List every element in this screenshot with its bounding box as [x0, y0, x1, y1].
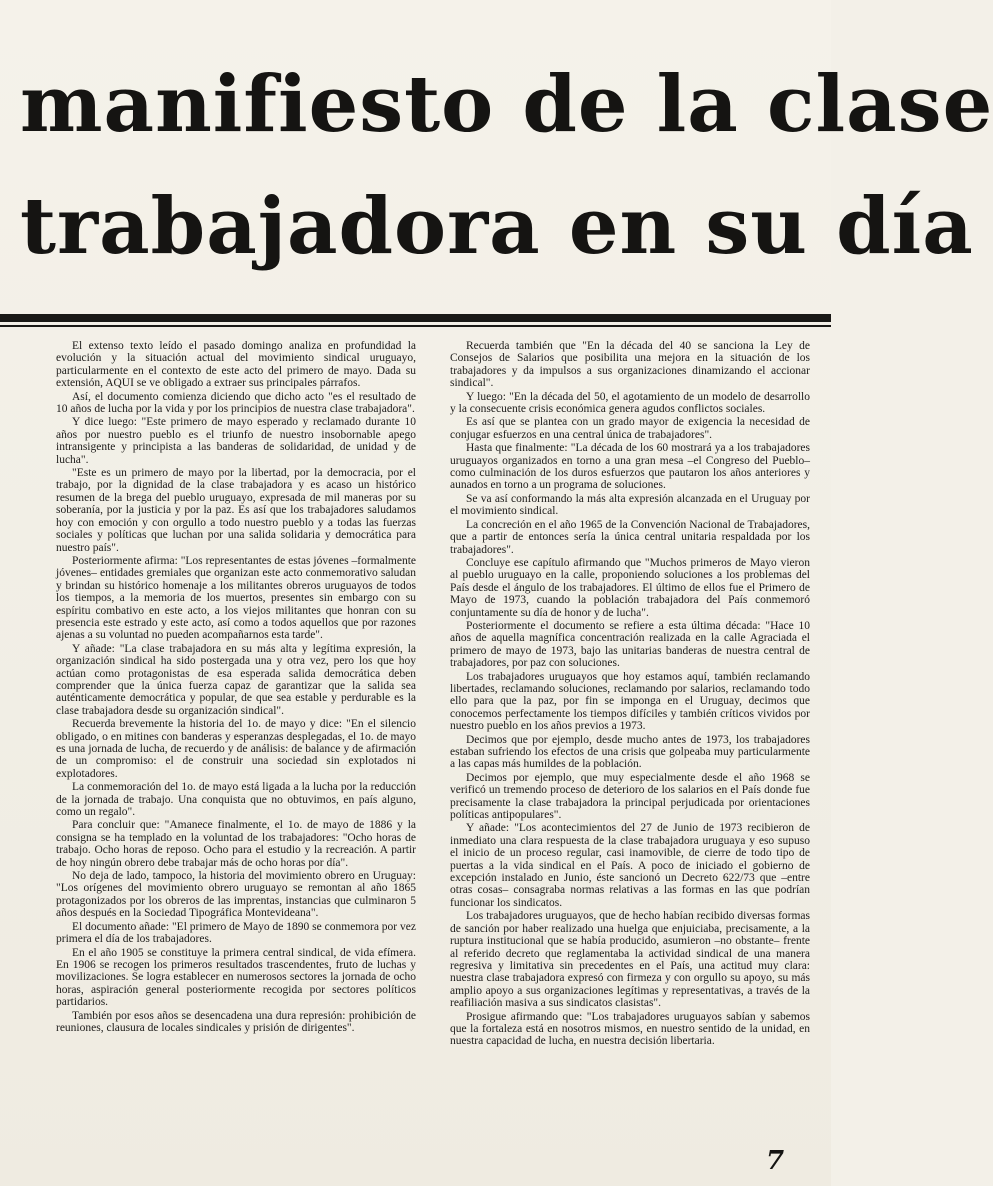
paragraph: Y dice luego: "Este primero de mayo esperado y reclamado durante 10 años por nuestro pueblo es el triunfo de nuestro insobornable apego intransigente y principista a las banderas de solidaridad, de unidad y de lucha".: [56, 416, 416, 466]
paragraph: El documento añade: "El primero de Mayo de 1890 se conmemora por vez primera el día de los trabajadores.: [56, 920, 416, 946]
paragraph: La concreción en el año 1965 de la Convención Nacional de Trabajadores, que a partir de entonces sería la única central unitaria respaldada por los trabajadores".: [450, 518, 810, 556]
paragraph: Prosigue afirmando que: "Los trabajadores uruguayos sabían y sabemos que la fortaleza está en nosotros mismos, en nuestro sentido de la unidad, en nuestra capacidad de lucha, en nuestra decisión libertaria.: [450, 1010, 810, 1048]
paragraph: En el año 1905 se constituye la primera central sindical, de vida efímera. En 1906 se recogen los primeros resultados trascendentes, fruto de luchas y movilizaciones. Se logra establecer en numerosos sectores la jornada de ocho horas, aspiración general posteriormente recogida por sectores políticos partidarios.: [56, 946, 416, 1009]
headline-line-1: manifiesto de la clase: [20, 59, 993, 150]
page-number: 7: [766, 1146, 785, 1176]
paragraph: Se va así conformando la más alta expresión alcanzada en el Uruguay por el movimiento sindical.: [450, 492, 810, 518]
paragraph: "Este es un primero de mayo por la libertad, por la democracia, por el trabajo, por la dignidad de la clase trabajadora y es acaso un histórico resumen de la brega del pueblo uruguayo, expresada de mil maneras por su soberanía, por la justicia y por la paz. Es así que los trabajadores saludamos hoy con emoción y con orgullo a todo nuestro pueblo y a todas las fuerzas sociales y políticas que luchan por una salida solidaria y democrática para nuestro país".: [56, 467, 416, 554]
paragraph: Es así que se plantea con un grado mayor de exigencia la necesidad de conjugar esfuerzos en una central única de trabajadores".: [450, 416, 810, 441]
paragraph: Y añade: "Los acontecimientos del 27 de Junio de 1973 recibieron de inmediato una clara respuesta de la clase trabajadora uruguaya y eso supuso el inicio de un proceso regular, casi inamovible, de cierre de todo tipo de puertas a la vida sindical en el País. A poco de iniciado el gobierno de excepción instalado en Junio, éste sancionó un Decreto 622/73 que –entre otras cosas– consagraba normas relativas a las formas en las que podrían funcionar los sindicatos.: [450, 822, 810, 909]
headline-line-2: trabajadora en su día: [20, 181, 974, 272]
paragraph: Y añade: "La clase trabajadora en su más alta y legítima expresión, la organización sindical ha sido postergada una y otra vez, pero los que hoy actúan como protagonistas de esa esperada salida democrática deben comprender que la única fuerza capaz de garantizar que la salida sea auténticamente democrática y popular, de que sea estable y perdurable es la clase trabajadora desde su organización sindical".: [56, 642, 416, 717]
paragraph: Decimos que por ejemplo, desde mucho antes de 1973, los trabajadores estaban sufriendo los efectos de una crisis que golpeaba muy particularmente a las capas más humildes de la población.: [450, 733, 810, 771]
paragraph: Los trabajadores uruguayos que hoy estamos aquí, también reclamando libertades, reclamando soluciones, reclamando por salarios, reclamando todo ello para que la paz, por fin se imponga en el Uruguay, decimos que conocemos perfectamente los tiempos difíciles y también críticos vividos por nuestro pueblo en los años previos a 1973.: [450, 670, 810, 733]
paragraph: Así, el documento comienza diciendo que dicho acto "es el resultado de 10 años de lucha por la vida y por los principios de nuestra clase trabajadora".: [56, 390, 416, 416]
paragraph: No deja de lado, tampoco, la historia del movimiento obrero en Uruguay: "Los orígenes del movimiento obrero uruguayo se remontan al año 1865 protagonizados por los obreros de las imprentas, instancias que culminaron 5 años después en la Sociedad Tipográfica Montevideana".: [56, 870, 416, 920]
paragraph: La conmemoración del 1o. de mayo está ligada a la lucha por la reducción de la jornada de trabajo. Una conquista que no obtuvimos, en país alguno, como un regalo".: [56, 781, 416, 819]
paragraph: Hasta que finalmente: "La década de los 60 mostrará ya a los trabajadores uruguayos organizados en torno a una gran mesa –el Congreso del Pueblo– como culminación de los duros esfuerzos que pautaron los años anteriores y aunados en torno a un programa de soluciones.: [450, 442, 810, 492]
paragraph: Para concluir que: "Amanece finalmente, el 1o. de mayo de 1886 y la consigna se ha templado en la voluntad de los trabajadores: "Ocho horas de trabajo. Ocho horas de reposo. Ocho para el estudio y la recreación. A partir de hoy ningún obrero debe trabajar más de ocho horas por día".: [56, 819, 416, 869]
paragraph: Recuerda brevemente la historia del 1o. de mayo y dice: "En el silencio obligado, o en mitines con banderas y esperanzas desplegadas, el 1o. de mayo es una jornada de lucha, de recuerdo y de análisis: de balance y de afirmación de un compromiso: el de construir una sociedad sin explotados ni explotadores.: [56, 718, 416, 780]
right-text-column: [450, 340, 810, 1049]
headline-divider-thick: [0, 314, 831, 322]
paragraph: Recuerda también que "En la década del 40 se sanciona la Ley de Consejos de Salarios que posibilita una mejora en la situación de los trabajadores y da impulsos a sus organizaciones dinamizando el accionar sindical".: [450, 340, 810, 390]
paragraph: El extenso texto leído el pasado domingo analiza en profundidad la evolución y la situación actual del movimiento sindical uruguayo, particularmente en el contexto de este acto del primero de mayo. Dada su extensión, AQUI se ve obligado a extraer sus principales párrafos.: [56, 340, 416, 390]
paragraph: Los trabajadores uruguayos, que de hecho habían recibido diversas formas de sanción por haber realizado una huelga que enjuiciaba, precisamente, a la ruptura institucional que se había producido, asumieron –no obstante– frente al referido decreto que reglamentaba la actividad sindical de una manera regresiva y limitativa sin precedentes en el País, una actitud muy clara: nuestra clase trabajadora expresó con firmeza y con orgullo su apoyo, su más amplio apoyo a sus organizaciones legítimas y representativas, a través de la reafiliación masiva a sus sindicatos clasistas".: [450, 910, 810, 1010]
paragraph: Concluye ese capítulo afirmando que "Muchos primeros de Mayo vieron al pueblo uruguayo en la calle, proponiendo soluciones a los problemas del País desde el ángulo de los trabajadores. El último de ellos fue el Primero de Mayo de 1973, cuando la población trabajadora del País conmemoró conjuntamente su día de honor y de lucha".: [450, 556, 810, 619]
left-text-column: [56, 340, 416, 1035]
paragraph: Decimos por ejemplo, que muy especialmente desde el año 1968 se verificó un tremendo proceso de deterioro de los salarios en el País donde fue precisamente la clase trabajadora la principal perjudicada por orientaciones políticas antipopulares".: [450, 771, 810, 822]
paragraph: También por esos años se desencadena una dura represión: prohibición de reuniones, clausura de locales sindicales y prisión de dirigentes".: [56, 1009, 416, 1034]
paragraph: Posteriormente el documento se refiere a esta última década: "Hace 10 años de aquella magnífica concentración realizada en la calle Agraciada el primero de mayo de 1973, bajo las unitarias banderas de nuestra central de trabajadores, por paz con soluciones.: [450, 619, 810, 670]
article-headline: [20, 44, 993, 288]
paragraph: Posteriormente afirma: "Los representantes de estas jóvenes –formalmente jóvenes– entidades gremiales que organizan este acto conmemorativo saludan y brindan su histórico homenaje a los militantes obreros uruguayos de todos los tiempos, a la memoria de los muertos, presentes sin embargo con su espíritu combativo en este acto, a los viejos militantes que honran con su presencia este estrado y este acto, así como a todos aquellos que por razones ajenas a su voluntad no pueden acompañarnos esta tarde".: [56, 554, 416, 642]
headline-divider-thin: [0, 325, 831, 327]
paragraph: Y luego: "En la década del 50, el agotamiento de un modelo de desarrollo y la consecuente crisis económica genera agudos conflictos sociales.: [450, 390, 810, 416]
